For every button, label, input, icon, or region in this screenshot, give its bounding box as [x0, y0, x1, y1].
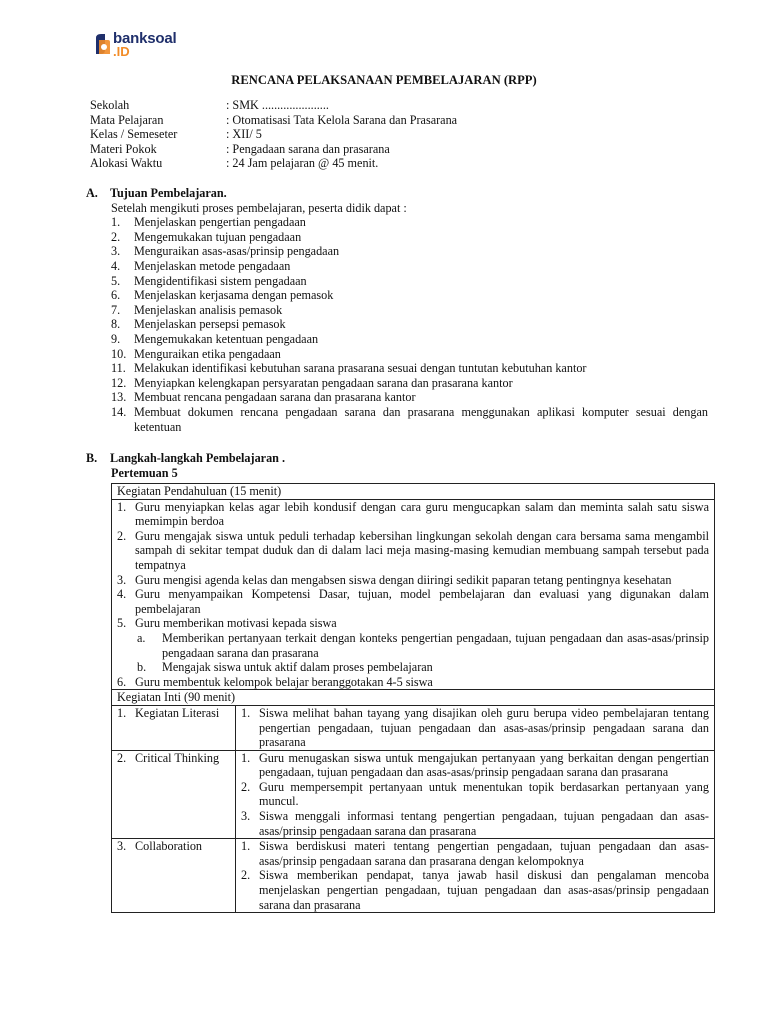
item-number: 12. [111, 375, 127, 390]
row-number: 3. [117, 839, 127, 854]
item-text: Membuat dokumen rencana pengadaan sarana dan prasarana menggunakan aplikasi komputer sesuai dengan ketentuan [134, 404, 708, 434]
document-title: RENCANA PELAKSANAAN PEMBELAJARAN (RPP) [231, 73, 537, 87]
item-text: Melakukan identifikasi kebutuhan sarana prasarana sesuai dengan tuntutan kebutuhan kantor [134, 361, 587, 376]
item-number: 1. [241, 750, 251, 765]
item-number: 8. [111, 317, 121, 332]
item-number: 1. [241, 705, 251, 720]
item-text: Menguraikan asas-asas/prinsip pengadaan [134, 244, 340, 259]
list-item [241, 780, 709, 809]
core-items-cell [236, 705, 715, 750]
item-text: Mengemukakan ketentuan pengadaan [134, 331, 319, 346]
meta-label: Kelas / Semeseter [90, 127, 178, 142]
table-row [112, 705, 715, 750]
meta-value: : Pengadaan sarana dan prasarana [226, 141, 390, 156]
list-item [241, 809, 709, 838]
meta-value: : 24 Jam pelajaran @ 45 menit. [226, 156, 379, 171]
list-item [241, 839, 709, 868]
item-text: Siswa memberikan pendapat, tanya jawab hasil diskusi dan pengalaman mencoba menjelaskan pengertian pengadaan, tujuan pengadaan dan asas-asas/prinsip pengadaan sarana dan prasarana [259, 868, 709, 912]
item-number: 5. [111, 273, 121, 288]
item-text: Guru menyiapkan kelas agar lebih kondusif dengan cara guru mengucapkan salam dan meminta salah satu siswa memimpin berdoa [135, 499, 709, 529]
core-header-cell: Kegiatan Inti (90 menit) [112, 690, 715, 706]
list-item [135, 631, 709, 660]
item-number: 13. [111, 390, 127, 405]
meta-row [90, 98, 457, 113]
objective-item [111, 332, 708, 347]
section-letter: A. [86, 186, 98, 200]
item-text: Menjelaskan kerjasama dengan pemasok [134, 288, 334, 303]
section-title: Tujuan Pembelajaran. [110, 186, 227, 200]
item-text: Guru menugaskan siswa untuk mengajukan pertanyaan yang berkaitan dengan pengertian pengadaan, tujuan pengadaan dan asas-asas/prinsip pengadaan sarana dan prasarana [259, 750, 709, 780]
objective-item [111, 274, 708, 289]
meta-label: Materi Pokok [90, 141, 157, 156]
item-number: 4. [111, 258, 121, 273]
item-text: Guru menyampaikan Kompetensi Dasar, tujuan, model pembelajaran dan evaluasi yang digunakan dalam pembelajaran [135, 587, 709, 616]
objective-item [111, 230, 708, 245]
meta-row [90, 113, 457, 128]
item-number: 3. [241, 809, 251, 824]
core-name-cell [112, 705, 236, 750]
item-number: a. [137, 630, 146, 645]
core-name-cell [112, 839, 236, 913]
objective-item [111, 390, 708, 405]
section-letter: B. [86, 451, 98, 465]
item-text: Guru mempersempit pertanyaan untuk menentukan topik berdasarkan pertanyaan yang muncul. [259, 779, 709, 809]
item-text: Siswa menggali informasi tentang pengertian pengadaan, tujuan pengadaan dan asas-asas/prinsip pengadaan sarana dan prasarana [259, 809, 709, 838]
meta-row [90, 127, 457, 142]
logo-mark-icon [93, 32, 111, 58]
item-number: 14. [111, 404, 127, 419]
item-text: Mengidentifikasi sistem pengadaan [134, 273, 307, 288]
item-number: 2. [117, 528, 127, 543]
meta-row [90, 156, 457, 171]
item-number: 5. [117, 616, 127, 631]
list-item [241, 868, 709, 912]
item-text: Guru memberikan motivasi kepada siswa [135, 616, 337, 631]
intro-header-cell: Kegiatan Pendahuluan (15 menit) [112, 484, 715, 500]
item-number: 7. [111, 302, 121, 317]
list-item [117, 573, 709, 588]
item-text: Membuat rencana pengadaan sarana dan prasarana kantor [134, 390, 416, 405]
section-langkah [86, 451, 716, 480]
meta-label: Alokasi Waktu [90, 156, 163, 171]
objective-item [111, 215, 708, 230]
list-item [135, 660, 709, 675]
item-number: 1. [111, 215, 121, 230]
list-item [241, 751, 709, 780]
section-heading [86, 186, 708, 201]
list-item [117, 616, 709, 631]
objective-list [111, 215, 708, 434]
table-row [112, 750, 715, 839]
intro-activities-cell [112, 499, 715, 690]
item-number: 3. [117, 572, 127, 587]
section-title: Langkah-langkah Pembelajaran . [110, 451, 286, 465]
item-text: Guru membentuk kelompok belajar beranggotakan 4-5 siswa [135, 674, 433, 689]
row-name: Collaboration [135, 839, 203, 854]
objective-item [111, 317, 708, 332]
core-items-cell [236, 750, 715, 839]
item-number: 4. [117, 587, 127, 602]
meta-value: : Otomatisasi Tata Kelola Sarana dan Prasarana [226, 112, 458, 127]
section-tujuan [86, 186, 708, 434]
logo-id: .ID [113, 44, 130, 59]
objective-item [111, 259, 708, 274]
objective-item [111, 376, 708, 391]
list-item [117, 529, 709, 573]
list-item [117, 675, 709, 690]
meeting-label: Pertemuan 5 [111, 465, 178, 480]
item-text: Mengajak siswa untuk aktif dalam proses pembelajaran [162, 660, 433, 675]
core-name-cell [112, 750, 236, 839]
item-number: 10. [111, 346, 127, 361]
row-name: Critical Thinking [135, 750, 220, 765]
core-items-cell [236, 839, 715, 913]
objective-item [111, 347, 708, 362]
list-item [241, 706, 709, 750]
activity-table [111, 483, 715, 913]
item-number: 3. [111, 244, 121, 259]
table-row [112, 499, 715, 690]
item-number: 6. [111, 288, 121, 303]
list-item [117, 587, 709, 616]
item-number: 6. [117, 674, 127, 689]
item-text: Mengemukakan tujuan pengadaan [134, 229, 302, 244]
item-text: Menguraikan etika pengadaan [134, 346, 281, 361]
objective-item [111, 288, 708, 303]
item-number: b. [137, 660, 147, 675]
row-name: Kegiatan Literasi [135, 705, 220, 720]
item-number: 11. [111, 361, 126, 376]
item-number: 2. [241, 868, 251, 883]
meta-label: Mata Pelajaran [90, 112, 164, 127]
meta-block [90, 98, 457, 171]
item-text: Menjelaskan persepsi pemasok [134, 317, 286, 332]
item-text: Guru mengisi agenda kelas dan mengabsen siswa dengan diiringi sedikit paparan tetang pentingnya kesehatan [135, 572, 672, 587]
item-number: 2. [111, 229, 121, 244]
item-number: 1. [117, 499, 127, 514]
item-number: 1. [241, 839, 251, 854]
section-intro: Setelah mengikuti proses pembelajaran, peserta didik dapat : [111, 200, 407, 215]
list-item [117, 500, 709, 529]
meta-value: : SMK ...................... [226, 98, 329, 112]
item-text: Guru mengajak siswa untuk peduli terhadap kebersihan lingkungan sekolah dengan cara bersama sama mengambil sampah di sekitar tempat duduk dan di dalam laci meja masing-masing kemudian membuang sampah tersebut pada tempatnya [135, 528, 709, 572]
table-row [112, 839, 715, 913]
meta-label: Sekolah [90, 98, 130, 112]
meta-row [90, 142, 457, 157]
item-text: Menjelaskan pengertian pengadaan [134, 215, 306, 230]
item-text: Siswa melihat bahan tayang yang disajikan oleh guru berupa video pembelajaran tentang pengertian pengadaan, tujuan pengadaan dan asas-asas/prinsip pengadaan sarana dan prasarana [259, 705, 709, 750]
table-row [112, 690, 715, 706]
objective-item [111, 303, 708, 318]
item-text: Menyiapkan kelengkapan persyaratan pengadaan sarana dan prasarana kantor [134, 375, 513, 390]
logo-brand: banksoal [113, 30, 177, 47]
item-text: Menjelaskan analisis pemasok [134, 302, 283, 317]
objective-item [111, 405, 708, 434]
table-row [112, 484, 715, 500]
item-number: 2. [241, 779, 251, 794]
item-text: Memberikan pertanyaan terkait dengan konteks pengertian pengadaan, tujuan pengadaan dan asas-asas/prinsip pengadaan sarana dan prasarana [162, 630, 709, 660]
objective-item [111, 361, 708, 376]
row-number: 2. [117, 750, 127, 765]
meta-value: : XII/ 5 [226, 127, 262, 142]
row-number: 1. [117, 705, 127, 720]
section-heading [86, 451, 716, 466]
objective-item [111, 244, 708, 259]
banksoal-logo[interactable] [93, 32, 176, 58]
item-text: Menjelaskan metode pengadaan [134, 258, 291, 273]
item-text: Siswa berdiskusi materi tentang pengertian pengadaan, tujuan pengadaan dan asas-asas/prinsip pengadaan sarana dan prasarana dengan kelompoknya [259, 839, 709, 868]
item-number: 9. [111, 331, 121, 346]
